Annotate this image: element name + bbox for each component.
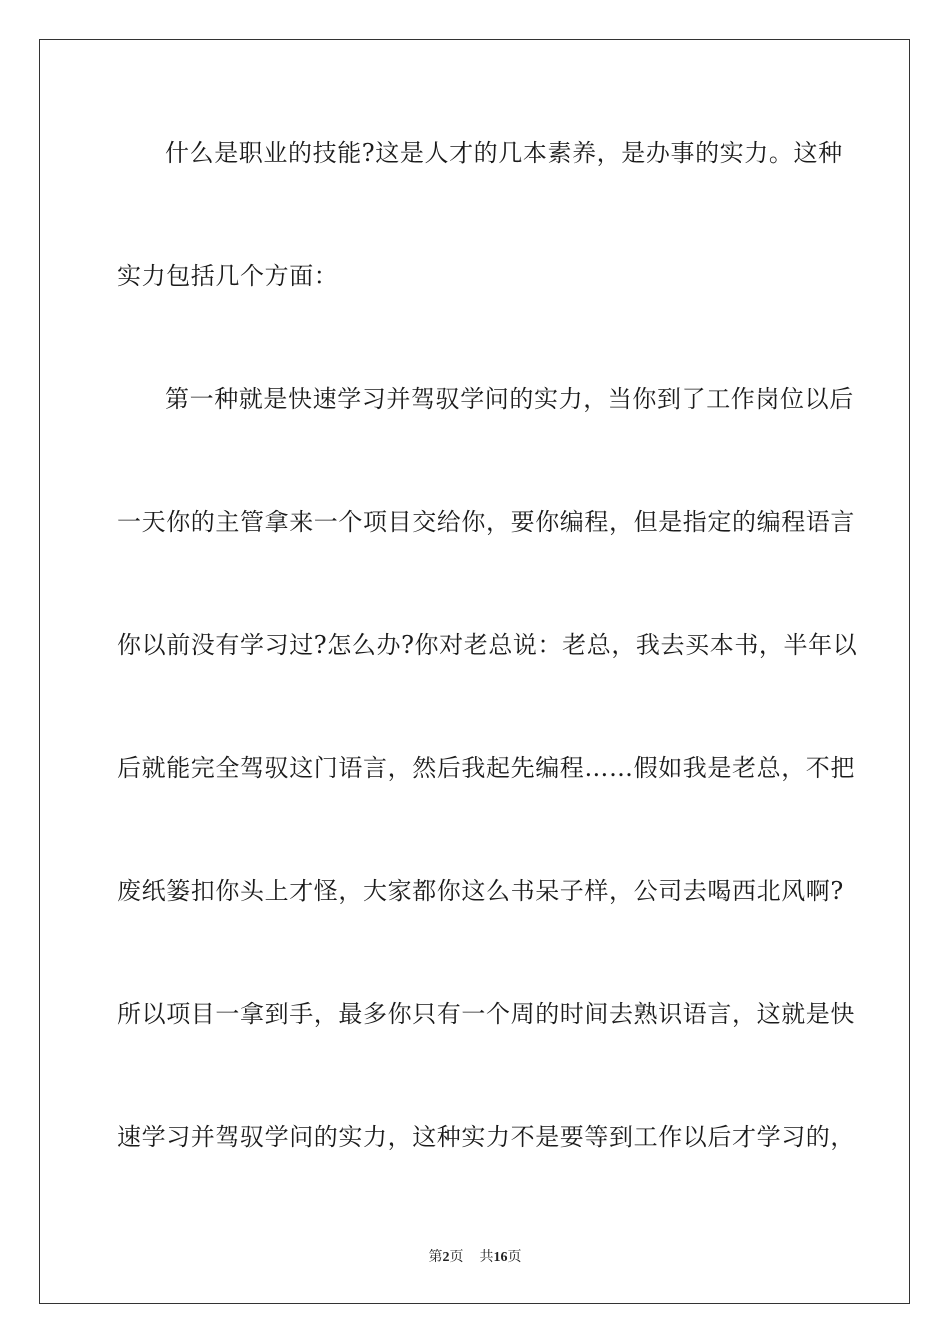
paragraph-line-3: 第一种就是快速学习并驾驭学问的实力，当你到了工作岗位以后 bbox=[165, 385, 854, 413]
paragraph-line-5: 你以前没有学习过?怎么办?你对老总说：老总，我去买本书，半年以 bbox=[117, 631, 858, 659]
total-pages: 16 bbox=[493, 1250, 508, 1265]
page-footer bbox=[0, 1248, 950, 1267]
page-number: 2 bbox=[442, 1250, 450, 1265]
total-suffix: 页 bbox=[507, 1249, 522, 1265]
paragraph-line-2: 实力包括几个方面： bbox=[117, 262, 339, 290]
paragraph-line-7: 废纸篓扣你头上才怪，大家都你这么书呆子样，公司去喝西北风啊? bbox=[117, 877, 844, 905]
page-suffix: 页 bbox=[449, 1249, 464, 1265]
total-prefix: 共 bbox=[479, 1249, 494, 1265]
page-border bbox=[39, 39, 910, 1304]
paragraph-line-8: 所以项目一拿到手，最多你只有一个周的时间去熟识语言，这就是快 bbox=[117, 1000, 855, 1028]
paragraph-line-9: 速学习并驾驭学问的实力，这种实力不是要等到工作以后才学习的， bbox=[117, 1123, 855, 1151]
paragraph-line-1: 什么是职业的技能?这是人才的几本素养，是办事的实力。这种 bbox=[165, 139, 843, 167]
page-prefix: 第 bbox=[428, 1249, 443, 1265]
paragraph-line-4: 一天你的主管拿来一个项目交给你，要你编程，但是指定的编程语言 bbox=[117, 508, 855, 536]
paragraph-line-6: 后就能完全驾驭这门语言，然后我起先编程……假如我是老总，不把 bbox=[117, 754, 855, 782]
